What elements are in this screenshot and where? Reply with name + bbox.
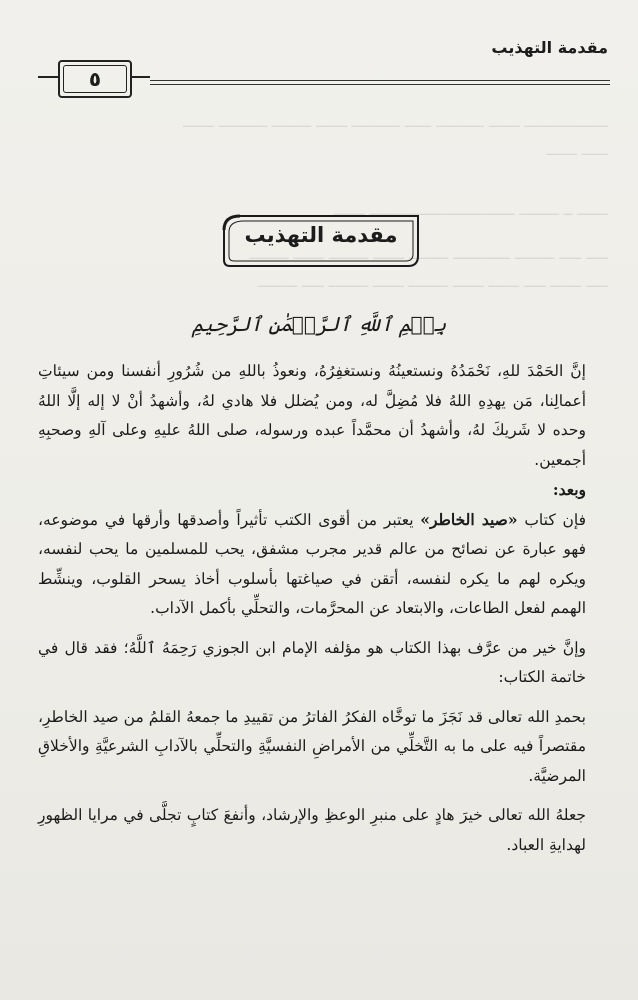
running-title: مقدمة التهذيب — [491, 38, 608, 57]
bleed-through-text: ــــــ ـــــــ — [546, 141, 608, 159]
bleed-through-text: ـــــــ ــ ـــــــــ ـــــــــــــــــــــــــــــــــ ـــــــ — [334, 201, 608, 219]
paragraph-quote: بحمدِ الله تعالى قد نَجَزَ ما توخَّاه الفكرُ الفاترُ من تقييدِ ما جمعهُ القلمُ من صيد الخاطرِ، مقتصراً فيه على ما به التَّخلِّي من الأمراضِ النفسيَّةِ والتحلِّي بالآدابِ الشرعيَّةِ والأخلاقِ المرضيَّة. — [38, 707, 586, 785]
body-text — [38, 357, 608, 860]
paragraph-author: وإنَّ خير من عرَّف بهذا الكتاب هو مؤلفه الإمام ابن الجوزي رَحِمَهُ ٱللَّهُ؛ فقد قال في خاتمة الكتاب: — [38, 638, 586, 686]
wabaad-heading: وبعد: — [552, 480, 586, 499]
bleed-through-text: ـــــــــــــــــــ ـــــــ ـــــــــــ ــــــ ـــــــــــ ـــــــ ـــــــــ ـــــــــــ ـــــــ — [183, 113, 608, 131]
header-rule — [150, 80, 610, 85]
bleed-through-text: ـــــ ـــــــ ـــــ ـــــــ ـــــــ ـــــــــ ـــــــ ـــــــــ ـــــ ـــــــــ — [257, 273, 608, 291]
paragraph-text: فإن كتاب — [517, 510, 586, 529]
title-banner-text: مقدمة التهذيب — [244, 223, 398, 247]
paragraph-book-intro — [38, 505, 608, 624]
page-box-ornament — [130, 76, 150, 78]
bleed-through-text: ـــــ ـــــ ـــــــــ ـــــــــــــ ـــــــــ ـــــــ ـــــــــ ـــــــ ـــــــــ — [249, 245, 608, 263]
page-number: ٥ — [88, 67, 102, 91]
paragraph-closing: جعلهُ الله تعالى خيرَ هادٍ على منبرِ الوعظِ والإرشاد، وأنفعَ كتابٍ تجلَّى في مرايا الظهورِ لهدايةِ العباد. — [38, 806, 586, 854]
page-number-box — [58, 60, 132, 98]
title-banner — [222, 212, 420, 270]
page-box-ornament — [38, 76, 58, 78]
paragraph-text: يعتبر من أقوى الكتب تأثيراً وأصدقها وأرقها في موضوعه، فهو عبارة عن نصائح من عالم قدير مجرب مشفق، يحب للمسلمين ما يحب لنفسه، ويكره لهم ما يكره لنفسه، أتقن في صياغتها بأسلوب أخاذ يسحر القلوب، وينشِّط الهمم لفعل الطاعات، والابتعاد عن المحرَّمات، والتحلِّي بأكمل الآداب. — [38, 510, 586, 617]
basmala: بِسۡمِ ٱللَّهِ ٱلرَّحۡمَٰنِ ٱلرَّحِيمِ — [191, 312, 447, 336]
paragraph-opening: إنَّ الحَمْدَ للهِ، نَحْمَدُهُ ونستعينُهُ ونستغفِرُهُ، ونعوذُ باللهِ من شُرُورِ أنفسنا ومن سيئاتِ أعمالِنا، مَن يهدِهِ اللهُ فلا مُضِلَّ له، ومن يُضلل فلا هادي لهُ، وأشهدُ أنْ لا إله إلَّا اللهُ وحده لا شَريكَ لهُ، وأشهدُ أن محمَّداً عبده ورسوله، صلى اللهُ عليهِ وعلى آلهِ وصحبِهِ أجمعين. — [38, 362, 586, 469]
book-title: «صيد الخاطر» — [420, 509, 518, 529]
